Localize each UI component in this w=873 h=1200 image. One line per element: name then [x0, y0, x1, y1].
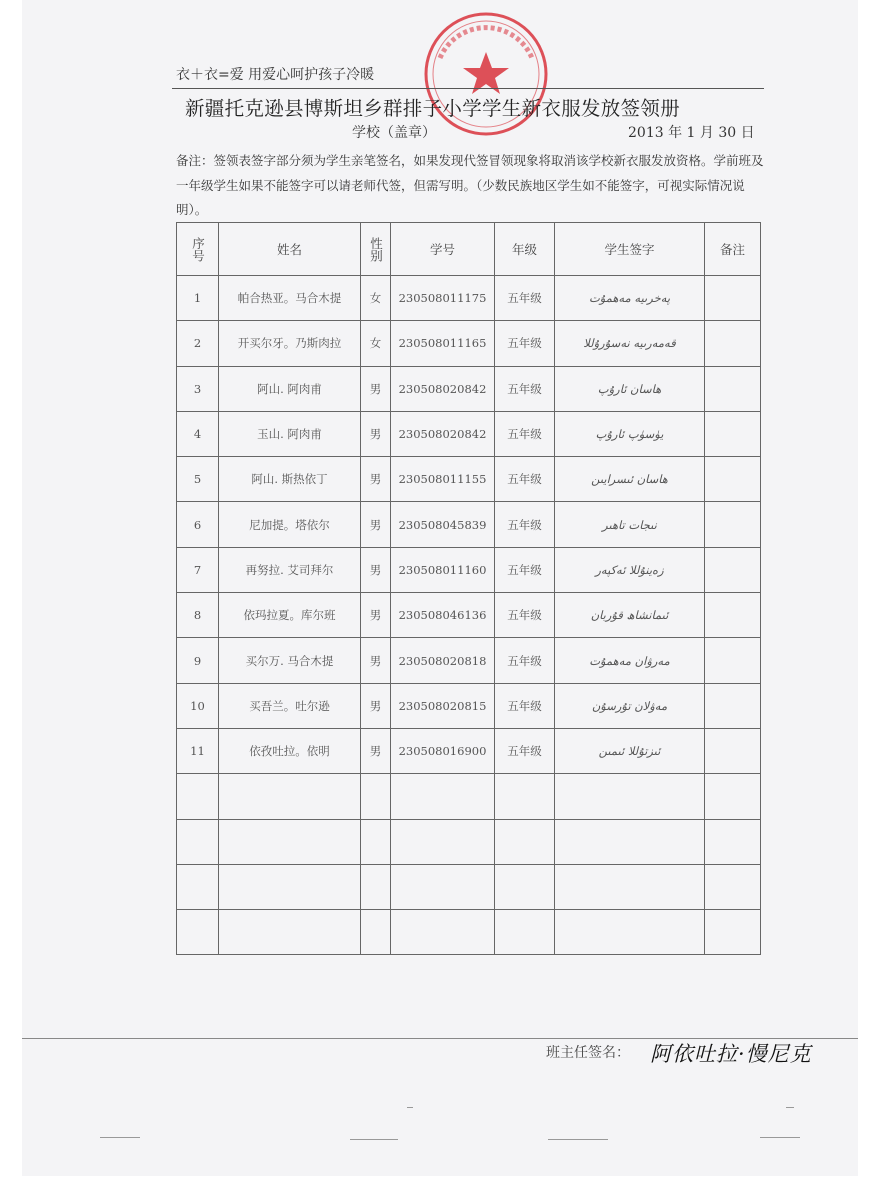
row-number: 7 [177, 547, 219, 592]
empty-cell [555, 774, 705, 819]
student-name: 依玛拉夏。库尔班 [219, 593, 361, 638]
row-number: 10 [177, 683, 219, 728]
student-name: 玉山. 阿肉甫 [219, 411, 361, 456]
issue-date: 2013 年 1 月 30 日 [628, 125, 755, 141]
student-signature: مەۋلان تۇرسۇن [555, 683, 705, 728]
gender: 男 [361, 728, 391, 773]
student-id: 230508011155 [391, 457, 495, 502]
empty-cell [555, 910, 705, 955]
student-id: 230508011160 [391, 547, 495, 592]
empty-cell [177, 864, 219, 909]
row-number: 1 [177, 276, 219, 321]
remark [705, 366, 761, 411]
empty-cell [361, 910, 391, 955]
gender: 男 [361, 366, 391, 411]
student-id: 230508020842 [391, 366, 495, 411]
empty-cell [391, 864, 495, 909]
row-number: 6 [177, 502, 219, 547]
remarks-note: 备注：签领表签字部分须为学生亲笔签名，如果发现代签冒领现象将取消该学校新衣服发放资格。学前班及一年级学生如果不能签字可以请老师代签，但需写明。（少数民族地区学生如不能签字，可视实际情况说明）。 [176, 153, 764, 217]
scan-mark [760, 1137, 800, 1138]
student-id: 230508020842 [391, 411, 495, 456]
empty-table-row [177, 910, 761, 955]
grade: 五年级 [495, 502, 555, 547]
row-number: 9 [177, 638, 219, 683]
student-signature: يۈسۈپ ئارۇپ [555, 411, 705, 456]
table-header-row [177, 223, 761, 276]
empty-cell [495, 819, 555, 864]
student-signature: ھاسان ئىسرايىن [555, 457, 705, 502]
student-id: 230508020815 [391, 683, 495, 728]
scan-mark [548, 1139, 608, 1140]
grade: 五年级 [495, 366, 555, 411]
remark [705, 411, 761, 456]
empty-cell [361, 819, 391, 864]
grade: 五年级 [495, 411, 555, 456]
scan-mark [786, 1107, 794, 1108]
table-row [177, 411, 761, 456]
empty-cell [705, 819, 761, 864]
grade: 五年级 [495, 547, 555, 592]
empty-cell [219, 774, 361, 819]
col-header-signature: 学生签字 [555, 223, 705, 276]
row-number: 4 [177, 411, 219, 456]
student-name: 阿山. 阿肉甫 [219, 366, 361, 411]
row-number: 2 [177, 321, 219, 366]
gender: 男 [361, 547, 391, 592]
gender: 男 [361, 593, 391, 638]
scan-mark [100, 1137, 140, 1138]
empty-cell [219, 910, 361, 955]
student-name: 买吾兰。吐尔逊 [219, 683, 361, 728]
empty-cell [361, 774, 391, 819]
student-name: 尼加提。塔依尔 [219, 502, 361, 547]
gender: 男 [361, 411, 391, 456]
empty-cell [391, 774, 495, 819]
remark [705, 276, 761, 321]
empty-table-row [177, 864, 761, 909]
scan-mark [350, 1139, 398, 1140]
table-row [177, 502, 761, 547]
gender: 女 [361, 276, 391, 321]
student-id: 230508016900 [391, 728, 495, 773]
empty-cell [705, 910, 761, 955]
remark [705, 593, 761, 638]
empty-cell [177, 910, 219, 955]
student-id: 230508045839 [391, 502, 495, 547]
empty-cell [177, 774, 219, 819]
header-divider [172, 88, 764, 89]
student-id: 230508020818 [391, 638, 495, 683]
sign-off-table [176, 222, 761, 955]
remark [705, 683, 761, 728]
gender: 男 [361, 457, 391, 502]
col-header-remark: 备注 [705, 223, 761, 276]
grade: 五年级 [495, 638, 555, 683]
remark [705, 728, 761, 773]
empty-cell [219, 819, 361, 864]
student-name: 帕合热亚。马合木提 [219, 276, 361, 321]
scan-mark [407, 1107, 413, 1108]
col-header-id: 学号 [391, 223, 495, 276]
student-id: 230508046136 [391, 593, 495, 638]
table-row [177, 276, 761, 321]
table-row [177, 638, 761, 683]
gender: 男 [361, 638, 391, 683]
grade: 五年级 [495, 321, 555, 366]
student-name: 再努拉. 艾司拜尔 [219, 547, 361, 592]
empty-cell [705, 864, 761, 909]
col-header-gender: 性别 [361, 223, 391, 276]
student-id: 230508011175 [391, 276, 495, 321]
empty-cell [391, 819, 495, 864]
table-row [177, 366, 761, 411]
remark [705, 457, 761, 502]
student-signature: مەرۋان مەھمۇت [555, 638, 705, 683]
student-id: 230508011165 [391, 321, 495, 366]
col-header-grade: 年级 [495, 223, 555, 276]
empty-cell [177, 819, 219, 864]
table-row [177, 683, 761, 728]
student-signature: نىجات تاھىر [555, 502, 705, 547]
grade: 五年级 [495, 683, 555, 728]
empty-cell [495, 774, 555, 819]
table-row [177, 547, 761, 592]
table-row [177, 593, 761, 638]
empty-table-row [177, 774, 761, 819]
gender: 男 [361, 502, 391, 547]
slogan: 衣＋衣=爱 用爱心呵护孩子冷暖 [176, 67, 375, 83]
row-number: 5 [177, 457, 219, 502]
remark [705, 321, 761, 366]
empty-cell [555, 864, 705, 909]
empty-cell [555, 819, 705, 864]
student-signature: قەمەرىيە نەسۇرۇللا [555, 321, 705, 366]
remark [705, 547, 761, 592]
student-signature: ئىزتۇللا ئىمىن [555, 728, 705, 773]
table-row [177, 321, 761, 366]
grade: 五年级 [495, 276, 555, 321]
col-header-name: 姓名 [219, 223, 361, 276]
col-header-no: 序号 [177, 223, 219, 276]
empty-cell [495, 910, 555, 955]
gender: 女 [361, 321, 391, 366]
empty-cell [391, 910, 495, 955]
empty-table-row [177, 819, 761, 864]
table-row [177, 457, 761, 502]
page-title: 新疆托克逊县博斯坦乡群排子小学学生新衣服发放签领册 [185, 97, 681, 120]
teacher-signature-label: 班主任签名： [546, 1045, 630, 1061]
empty-cell [361, 864, 391, 909]
student-name: 开买尔牙。乃斯肉拉 [219, 321, 361, 366]
empty-cell [219, 864, 361, 909]
school-seal-label: 学校（盖章） [352, 125, 436, 141]
row-number: 3 [177, 366, 219, 411]
remark [705, 638, 761, 683]
grade: 五年级 [495, 728, 555, 773]
table-row [177, 728, 761, 773]
student-signature: ئىمانشاھ قۇربان [555, 593, 705, 638]
empty-cell [705, 774, 761, 819]
student-name: 依孜吐拉。依明 [219, 728, 361, 773]
grade: 五年级 [495, 593, 555, 638]
gender: 男 [361, 683, 391, 728]
grade: 五年级 [495, 457, 555, 502]
student-signature: ھاسان ئارۇپ [555, 366, 705, 411]
empty-cell [495, 864, 555, 909]
student-signature: پەخرىيە مەھمۇت [555, 276, 705, 321]
row-number: 11 [177, 728, 219, 773]
student-name: 阿山. 斯热依丁 [219, 457, 361, 502]
remark [705, 502, 761, 547]
student-name: 买尔万. 马合木提 [219, 638, 361, 683]
student-signature: زەينۇللا ئەكپەر [555, 547, 705, 592]
row-number: 8 [177, 593, 219, 638]
teacher-signature: 阿依吐拉·慢尼克 [650, 1042, 812, 1066]
